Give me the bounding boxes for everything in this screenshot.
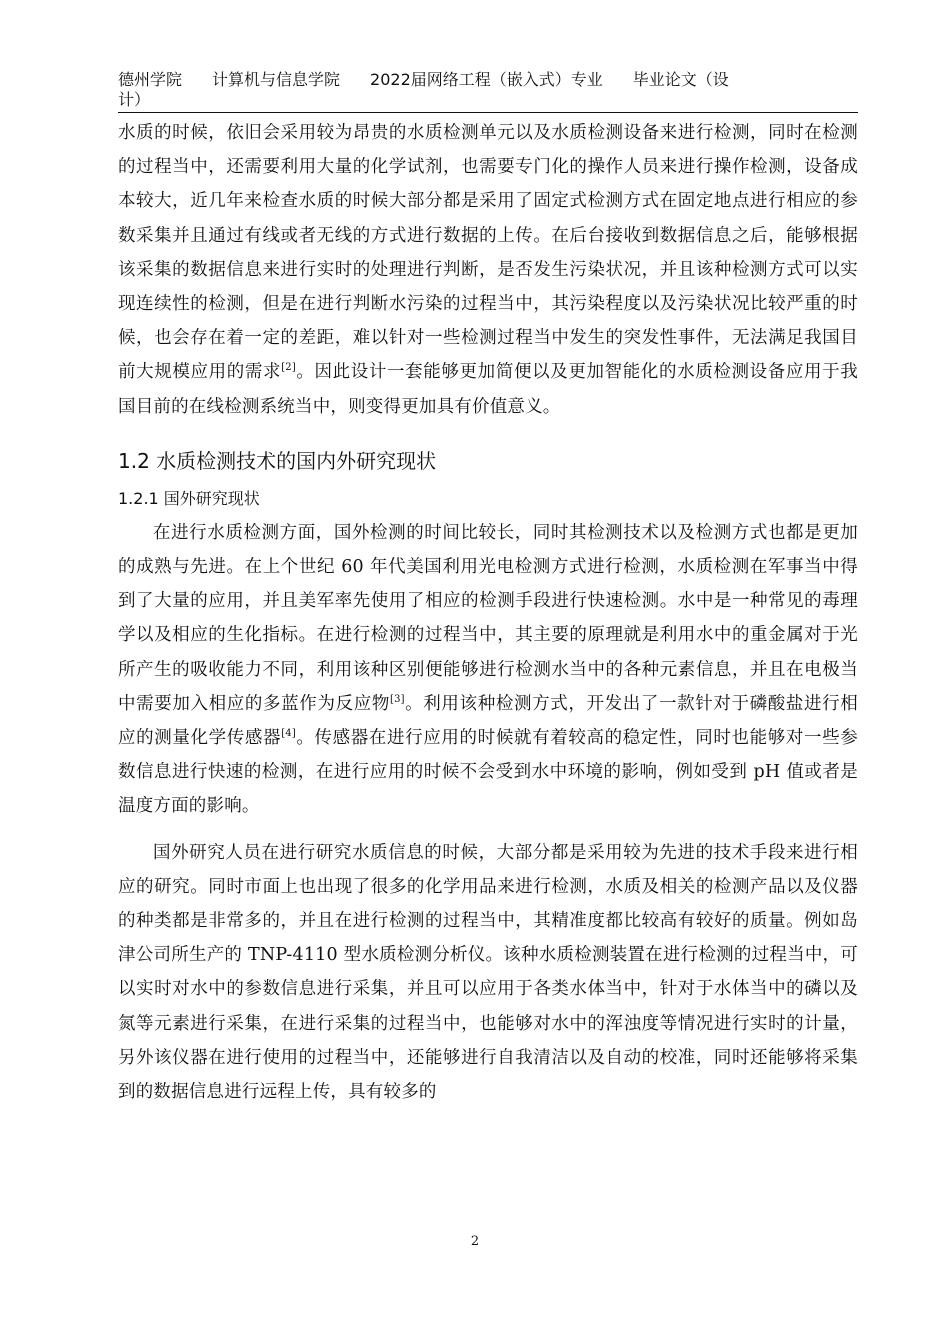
header-row-2 [118,90,858,110]
header-row-1 [118,70,858,90]
header-major: 2022届网络工程（嵌入式）专业 [370,70,603,89]
page-number: 2 [470,1234,480,1249]
page-header [118,70,858,113]
para1-text-b: 。利用该种检测方式，开发出了一款针对于磷酸盐进行相应的测量化学传感器 [118,693,859,749]
header-college: 计算机与信息学院 [212,70,341,89]
intro-text-a: 水质的时候，依旧会采用较为昂贵的水质检测单元以及水质检测设备来进行检测，同时在检测的过程当中，还需要利用大量的化学试剂，也需要专门化的操作人员来进行操作检测，设备成本较大，近几年来检查水质的时候大部分都是采用了固定式检测方式在固定地点进行相应的参数采集并且通过有线或者无线的方式进行数据的上传。在后台接收到数据信息之后，能够根据该采集的数据信息来进行实时的处理进行判断，是否发生污染状况，并且该种检测方式可以实现连续性的检测，但是在进行判断水污染的过程当中，其污染程度以及污染状况比较严重的时候，也会存在着一定的差距，难以针对一些检测过程当中发生的突发性事件，无法满足我国目前大规模应用的需求 [118,123,858,383]
citation-ref: [3] [389,694,405,706]
section-heading-1-2: 1.2 水质检测技术的国内外研究现状 [118,448,437,473]
header-doc-type: 毕业论文（设 [632,70,729,89]
body-paragraph-1 [118,516,858,824]
intro-text-b: 。因此设计一套能够更加简便以及更加智能化的水质检测设备应用于我国目前的在线检测系统当中，则变得更加具有价值意义。 [118,362,858,417]
body-paragraph-2: 国外研究人员在进行研究水质信息的时候，大部分都是采用较为先进的技术手段来进行相应的研究。同时市面上也出现了很多的化学用品来进行检测，水质及相关的检测产品以及仪器的种类都是非常多的，并且在进行检测的过程当中，其精准度都比较高有较好的质量。例如岛津公司所生产的 TNP-4110 型水质检测分析仪。该种水质检测装置在进行检测的过程当中，可以实时对水中的参数信息进行采集，并且可以应用于各类水体当中，针对于水体当中的磷以及氮等元素进行采集，在进行采集的过程当中，也能够对水中的浑浊度等情况进行实时的计量，另外该仪器在进行使用的过程当中，还能够进行自我清洁以及自动的校准，同时还能够将采集到的数据信息进行远程上传，具有较多的 [118,842,858,1103]
para1-text-c: 。传感器在进行应用的时候就有着较高的稳定性，同时也能够对一些参数信息进行快速的检测，在进行应用的时候不会受到水中环境的影响，例如受到 pH 值或者是温度方面的影响。 [118,728,858,817]
subsection-heading-1-2-1: 1.2.1 国外研究现状 [118,488,260,508]
citation-ref: [4] [281,728,296,740]
intro-paragraph [118,116,858,424]
paragraph-spacer [118,824,858,836]
para1-text-a: 在进行水质检测方面，国外检测的时间比较长，同时其检测技术以及检测方式也都是更加的成熟与先进。在上个世纪 60 年代美国利用光电检测方式进行检测，水质检测在军事当中得到了大量的应用，并且美军率先使用了相应的检测手段进行快速检测。水中是一种常见的毒理学以及相应的生化指标。在进行检测的过程当中，其主要的原理就是利用水中的重金属对于光所产生的吸收能力不同，利用该种区别便能够进行检测水当中的各种元素信息，并且在电极当中需要加入相应的多蓝作为反应物 [118,522,858,714]
header-doc-type-continued: 计） [118,90,151,109]
page-body [118,116,858,1109]
citation-ref: [2] [281,362,296,374]
header-school: 德州学院 [118,70,183,89]
